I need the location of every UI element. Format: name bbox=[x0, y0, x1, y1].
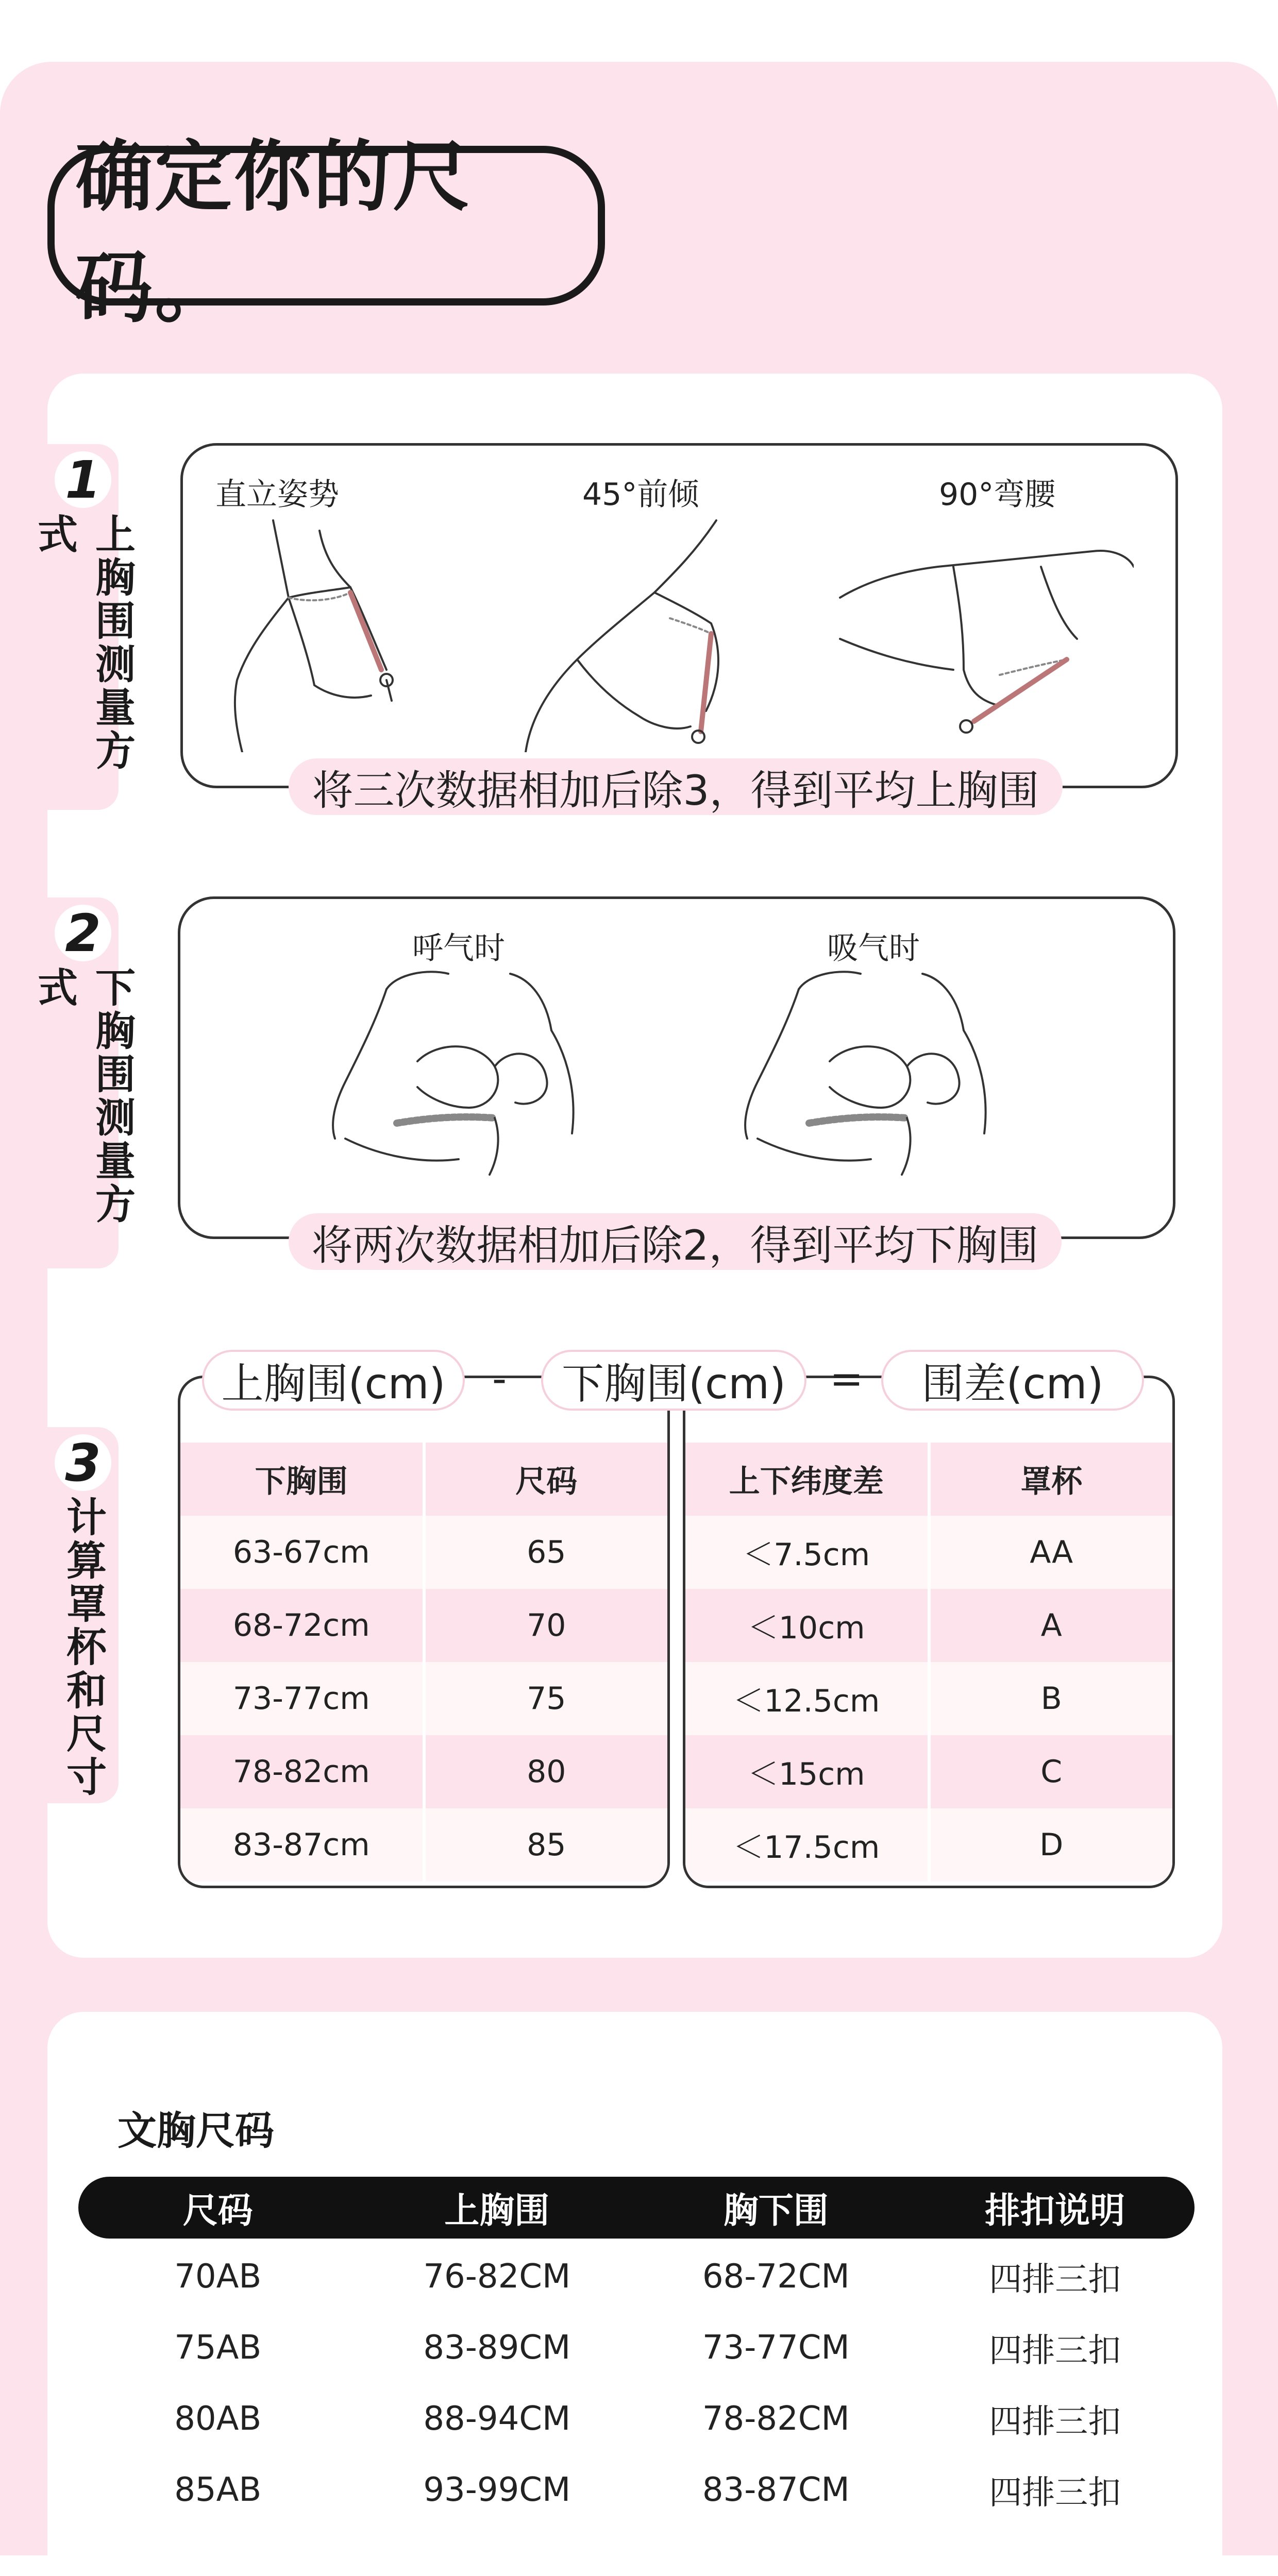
table-row bbox=[180, 1589, 667, 1662]
step-3-number: 3 bbox=[55, 1434, 111, 1491]
cup-header-cup: 罩杯 bbox=[1020, 1464, 1083, 1500]
table-row bbox=[685, 1589, 1172, 1662]
table-row bbox=[78, 2454, 1195, 2526]
size-header-size: 尺码 bbox=[182, 2190, 253, 2231]
table-row bbox=[685, 1735, 1172, 1808]
bust-cell: 83-89CM bbox=[423, 2329, 571, 2367]
pose-upright-label: 直立姿势 bbox=[215, 477, 339, 513]
band-size-cell: 80 bbox=[527, 1754, 566, 1790]
formula-upper-bust: 上胸围(cm) bbox=[202, 1350, 465, 1411]
step-2-number: 2 bbox=[55, 905, 111, 961]
hook-cell: 四排三扣 bbox=[989, 2403, 1121, 2441]
band-range-cell: 83-87cm bbox=[180, 1808, 426, 1882]
band-table-header bbox=[180, 1443, 667, 1516]
table-row bbox=[180, 1735, 667, 1808]
table-row bbox=[685, 1808, 1172, 1882]
band-size-cell: 85 bbox=[527, 1827, 566, 1863]
bend-90-pose-illustration bbox=[835, 520, 1134, 747]
upright-pose-illustration bbox=[216, 515, 412, 752]
exhale-label: 呼气时 bbox=[412, 930, 505, 967]
cup-diff-cell: ＜17.5cm bbox=[685, 1808, 931, 1882]
table-row bbox=[685, 1662, 1172, 1735]
cup-letter-cell: B bbox=[1040, 1681, 1062, 1717]
cup-diff-cell: ＜15cm bbox=[685, 1735, 931, 1808]
table-row bbox=[78, 2383, 1195, 2454]
exhale-illustration bbox=[325, 969, 593, 1195]
table-row bbox=[180, 1808, 667, 1882]
bust-cell: 93-99CM bbox=[423, 2471, 571, 2509]
band-range-cell: 78-82cm bbox=[180, 1735, 426, 1808]
step-2-tab bbox=[31, 897, 135, 1268]
cup-letter-cell: AA bbox=[1030, 1534, 1073, 1570]
underbust-cell: 83-87CM bbox=[702, 2471, 850, 2509]
step-2-label: 下胸围测量方式 bbox=[31, 967, 135, 1226]
step-3-label: 计算罩杯和尺寸 bbox=[60, 1496, 106, 1799]
cup-header-difference: 上下纬度差 bbox=[685, 1443, 931, 1516]
step-1-label: 上胸围测量方式 bbox=[31, 513, 135, 773]
hook-cell: 四排三扣 bbox=[989, 2474, 1121, 2512]
formula-equals: = bbox=[830, 1356, 864, 1402]
hook-cell: 四排三扣 bbox=[989, 2261, 1121, 2299]
underbust-cell: 73-77CM bbox=[702, 2329, 850, 2367]
table-row bbox=[685, 1516, 1172, 1589]
table-row bbox=[180, 1662, 667, 1735]
inhale-label: 吸气时 bbox=[827, 930, 920, 967]
size-header-hook: 排扣说明 bbox=[985, 2190, 1125, 2231]
size-cell: 80AB bbox=[174, 2400, 262, 2438]
size-chart-header bbox=[78, 2177, 1195, 2239]
size-header-bust: 上胸围 bbox=[444, 2190, 550, 2231]
cup-diff-cell: ＜10cm bbox=[685, 1589, 931, 1662]
cup-diff-cell: ＜12.5cm bbox=[685, 1662, 931, 1735]
cup-letter-cell: A bbox=[1040, 1607, 1062, 1643]
formula-difference: 围差(cm) bbox=[881, 1350, 1144, 1411]
hook-cell: 四排三扣 bbox=[989, 2332, 1121, 2370]
formula-minus: - bbox=[492, 1356, 507, 1402]
band-size-cell: 75 bbox=[527, 1681, 566, 1717]
band-size-cell: 70 bbox=[527, 1607, 566, 1643]
cup-letter-cell: C bbox=[1040, 1754, 1063, 1790]
band-header-size: 尺码 bbox=[515, 1464, 578, 1500]
size-cell: 85AB bbox=[174, 2471, 262, 2509]
lean-45-pose-illustration bbox=[520, 515, 737, 752]
pose-90-label: 90°弯腰 bbox=[939, 477, 1056, 513]
pose-45-label: 45°前倾 bbox=[582, 477, 699, 513]
size-chart-title: 文胸尺码 bbox=[117, 2108, 274, 2154]
step-1-number: 1 bbox=[55, 451, 111, 508]
underbust-cell: 68-72CM bbox=[702, 2258, 850, 2296]
cup-letter-cell: D bbox=[1039, 1827, 1064, 1863]
page-title-badge bbox=[47, 132, 605, 333]
band-range-cell: 73-77cm bbox=[180, 1662, 426, 1735]
inhale-illustration bbox=[737, 969, 1005, 1195]
band-range-cell: 68-72cm bbox=[180, 1589, 426, 1662]
cup-diff-cell: ＜7.5cm bbox=[685, 1516, 931, 1589]
step-3-tab bbox=[47, 1427, 119, 1803]
step-1-tab bbox=[31, 444, 135, 810]
table-row bbox=[78, 2241, 1195, 2312]
bust-cell: 76-82CM bbox=[423, 2258, 571, 2296]
band-size-cell: 65 bbox=[527, 1534, 566, 1570]
size-header-underbust: 胸下围 bbox=[723, 2190, 829, 2231]
size-cell: 70AB bbox=[174, 2258, 262, 2296]
band-range-cell: 63-67cm bbox=[180, 1516, 426, 1589]
size-cell: 75AB bbox=[174, 2329, 262, 2367]
step-1-caption: 将三次数据相加后除3，得到平均上胸围 bbox=[289, 758, 1063, 815]
step-2-caption: 将两次数据相加后除2，得到平均下胸围 bbox=[289, 1213, 1062, 1270]
cup-table-header bbox=[685, 1443, 1172, 1516]
bust-cell: 88-94CM bbox=[423, 2400, 571, 2438]
band-size-table bbox=[178, 1376, 670, 1888]
table-row bbox=[180, 1516, 667, 1589]
underbust-cell: 78-82CM bbox=[702, 2400, 850, 2438]
page-title: 确定你的尺码。 bbox=[75, 132, 473, 333]
table-row bbox=[78, 2312, 1195, 2383]
band-header-underbust: 下胸围 bbox=[180, 1443, 426, 1516]
formula-under-bust: 下胸围(cm) bbox=[541, 1350, 806, 1411]
cup-size-table bbox=[683, 1376, 1175, 1888]
